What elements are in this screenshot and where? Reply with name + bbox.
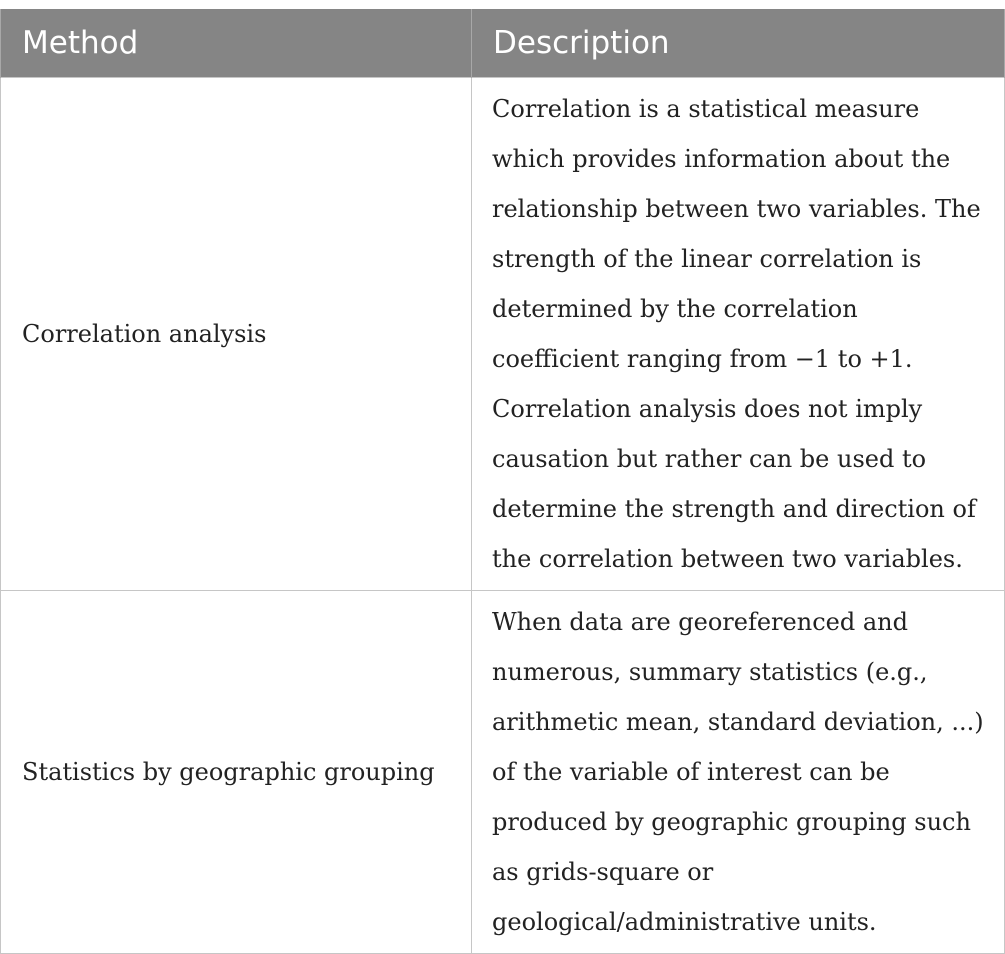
table-row: [1, 77, 1005, 590]
table-header: [1, 9, 1005, 77]
header-description: Description: [472, 9, 1005, 77]
header-row: [1, 9, 1005, 77]
method-cell: Statistics by geographic grouping: [1, 590, 472, 953]
methods-table-container: [0, 9, 1004, 954]
methods-table: [0, 9, 1005, 954]
header-method: Method: [1, 9, 472, 77]
table-body: [1, 77, 1005, 953]
table-row: [1, 590, 1005, 953]
description-cell: Correlation is a statistical measure which provides information about the relationship between two variables. The strength of the linear correlation is determined by the correlation coefficient ranging from −1 to +1. Correlation analysis does not imply causation but rather can be used to determine the strength and direction of the correlation between two variables.: [472, 77, 1005, 590]
method-cell: Correlation analysis: [1, 77, 472, 590]
description-cell: When data are georeferenced and numerous, summary statistics (e.g., arithmetic mean, standard deviation, ...) of the variable of interest can be produced by geographic grouping such as grids-square or geological/administrative units.: [472, 590, 1005, 953]
